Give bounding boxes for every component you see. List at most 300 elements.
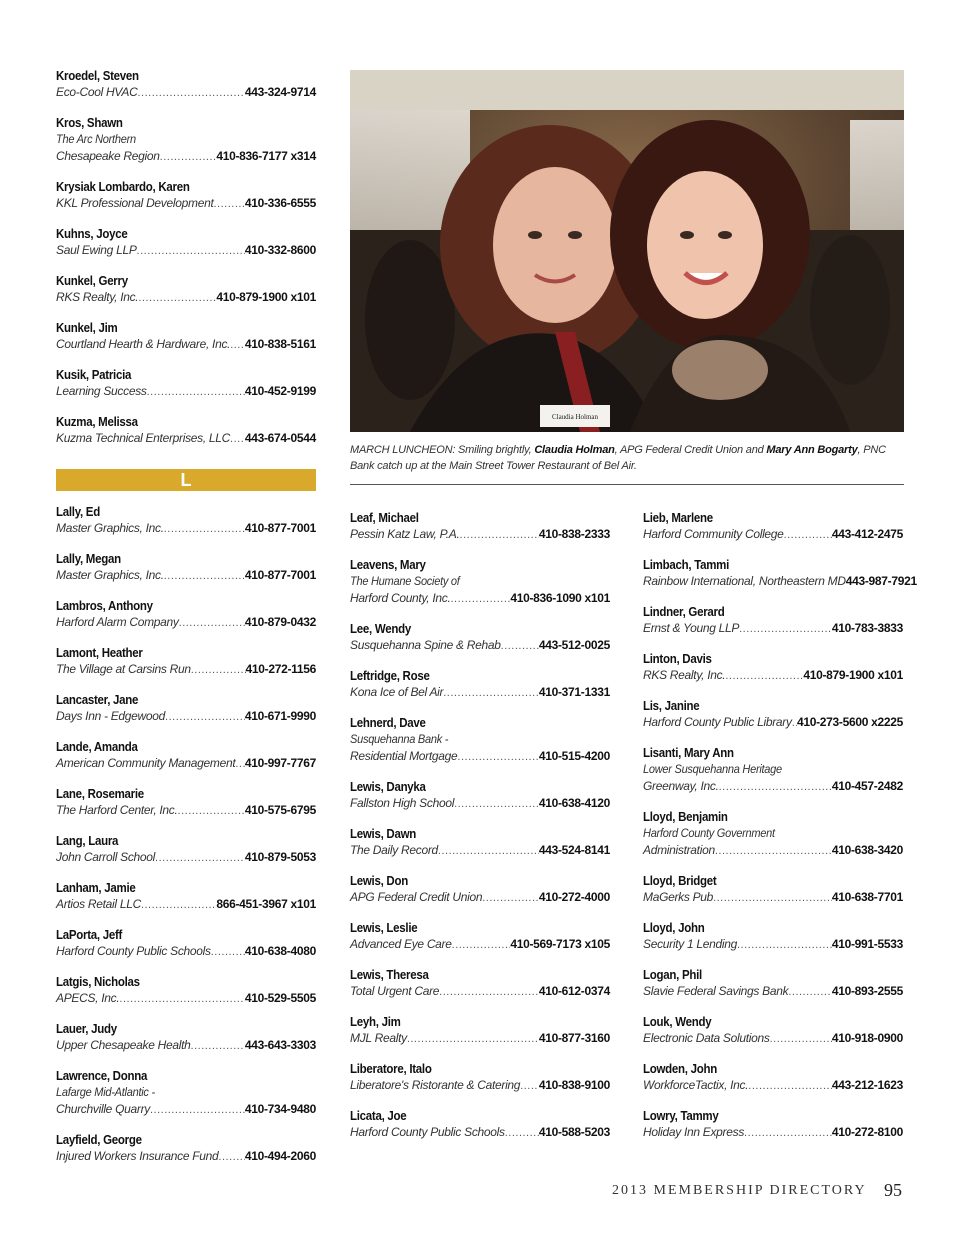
entry-org-line [350,936,610,954]
entry-organization: Eco-Cool HVAC [56,85,138,99]
entry-name: Lisanti, Mary Ann [643,746,734,760]
entry-organization: Holiday Inn Express [643,1125,745,1139]
directory-entry [350,1108,610,1142]
entry-org-line [643,1030,903,1048]
entry-org-line [643,1077,903,1095]
directory-entry [643,967,903,1001]
entry-org-line [56,84,316,102]
directory-entry [56,273,316,307]
entry-name: Louk, Wendy [643,1015,712,1029]
directory-entry [643,920,903,954]
entry-phone: 410-879-1900 x101 [216,290,316,304]
entry-name: Lally, Ed [56,505,100,519]
directory-entry [56,1132,316,1166]
dot-leader [719,779,832,796]
entry-org-line-1: Lafarge Mid-Atlantic - [56,1085,155,1099]
directory-entry [56,1068,316,1119]
directory-entry [56,880,316,914]
entry-name: Lewis, Theresa [350,968,429,982]
entry-name: Licata, Joe [350,1109,407,1123]
entry-name: Lewis, Dawn [350,827,416,841]
entry-name: Kros, Shawn [56,116,123,130]
dot-leader [164,568,245,585]
entry-organization: Chesapeake Region [56,149,160,163]
entry-org-line [56,336,316,354]
entry-organization: Harford Community College [643,527,784,541]
entry-organization: RKS Realty, Inc. [56,290,139,304]
entry-phone: 410-918-0900 [831,1031,903,1045]
entry-phone: 410-879-0432 [244,615,316,629]
entry-name: Liberatore, Italo [350,1062,432,1076]
entry-name: Lamont, Heather [56,646,143,660]
entry-organization: Harford County Public Schools [350,1125,505,1139]
dot-leader [230,337,245,354]
entry-phone: 410-838-2333 [538,527,610,541]
dot-leader [438,843,539,860]
directory-entry [350,967,610,1001]
dot-leader [150,1102,245,1119]
directory-entry [643,510,903,544]
entry-name: Krysiak Lombardo, Karen [56,180,190,194]
entry-phone: 410-671-9990 [244,709,316,723]
entries-middle [350,510,610,1142]
dot-leader [744,1125,832,1142]
entry-name: Lloyd, Bridget [643,874,717,888]
entry-org-line-1: The Humane Society of [350,574,460,588]
left-column-l [56,504,316,1179]
directory-entry [643,651,903,685]
directory-entry [350,779,610,813]
entry-name: Lawrence, Donna [56,1069,148,1083]
dot-leader [439,984,539,1001]
directory-entry [643,1061,903,1095]
entry-phone: 410-838-5161 [244,337,316,351]
entry-org-line [56,802,316,820]
entry-org-line [56,430,316,448]
entry-organization: Electronic Data Solutions [643,1031,770,1045]
entry-phone: 410-588-5203 [538,1125,610,1139]
entry-organization: Harford County Public Schools [56,944,211,958]
section-letter-bar [56,469,316,491]
dot-leader [457,749,538,766]
dot-leader [460,527,539,544]
dot-leader [160,149,217,166]
entry-organization: Master Graphics, Inc. [56,568,164,582]
dot-leader [737,937,832,954]
entry-name: Lloyd, Benjamin [643,810,728,824]
entry-organization: Fallston High School [350,796,455,810]
right-column [643,510,917,1155]
entry-org-line [643,842,903,860]
photo-name-tag: Claudia Holman [551,413,599,421]
entry-org-line [56,242,316,260]
directory-entry [350,826,610,860]
dot-leader [164,521,245,538]
entry-org-line [56,148,316,166]
entry-phone: 410-452-9199 [244,384,316,398]
entry-phone: 410-879-5053 [244,850,316,864]
entry-name: Lambros, Anthony [56,599,153,613]
directory-entry [350,920,610,954]
entry-phone: 410-332-8600 [244,243,316,257]
dot-leader [155,850,245,867]
directory-entry [56,414,316,448]
entry-organization: WorkforceTactix, Inc. [643,1078,749,1092]
entry-organization: Rainbow International, Northeastern MD [643,574,846,588]
entry-name: Lehnerd, Dave [350,716,426,730]
entry-phone: 443-324-9714 [244,85,316,99]
entry-org-line [350,748,610,766]
entry-org-line [56,1101,316,1119]
caption-person-2: Mary Ann Bogarty [766,444,858,456]
directory-entry [56,551,316,585]
entry-name: Lindner, Gerard [643,605,725,619]
entry-phone: 410-515-4200 [538,749,610,763]
entry-organization: Days Inn - Edgewood [56,709,166,723]
directory-entry [56,833,316,867]
dot-leader [505,1125,539,1142]
entry-org-line [350,684,610,702]
directory-entry [56,786,316,820]
entry-phone: 410-991-5533 [831,937,903,951]
entry-name: Limbach, Tammi [643,558,730,572]
entry-org-line [350,526,610,544]
entry-organization: APG Federal Credit Union [350,890,483,904]
entry-phone: 443-524-8141 [538,843,610,857]
entry-organization: Slavie Federal Savings Bank [643,984,789,998]
directory-entry [643,604,903,638]
directory-entry [350,873,610,907]
dot-leader [770,1031,832,1048]
entry-organization: Churchville Quarry [56,1102,150,1116]
entry-phone: 410-272-8100 [831,1125,903,1139]
entry-org-line [56,708,316,726]
directory-entry [350,557,610,608]
directory-entry [56,320,316,354]
entry-organization: The Village at Carsins Run [56,662,191,676]
entry-name: Lee, Wendy [350,622,411,636]
dot-leader [482,890,539,907]
entry-phone: 443-674-0544 [244,431,316,445]
dot-leader [147,384,245,401]
directory-entry [643,809,903,860]
entry-phone: 410-273-5600 x2225 [796,715,903,729]
dot-leader [788,984,832,1001]
entry-phone: 410-336-6555 [244,196,316,210]
entry-organization: Injured Workers Insurance Fund [56,1149,219,1163]
entry-name: Kunkel, Gerry [56,274,128,288]
entry-phone: 410-783-3833 [831,621,903,635]
entry-name: Lewis, Leslie [350,921,418,935]
left-column [56,68,316,461]
entry-organization: Pessin Katz Law, P.A. [350,527,460,541]
entries-l-left [56,504,316,1166]
entry-org-line [643,889,903,907]
dot-leader [715,843,832,860]
entry-organization: Harford County, Inc. [350,591,451,605]
entry-organization: Kona Ice of Bel Air [350,685,444,699]
entry-phone: 443-412-2475 [831,527,903,541]
caption-mid: , APG Federal Credit Union and [614,444,767,456]
entry-phone: 443-643-3303 [244,1038,316,1052]
directory-entry [56,974,316,1008]
entry-name: Layfield, George [56,1133,142,1147]
entry-name: Lieb, Marlene [643,511,713,525]
entry-name: Linton, Davis [643,652,712,666]
entry-org-line [350,1077,610,1095]
directory-entry [350,668,610,702]
entry-org-line [350,1030,610,1048]
entry-name: Kuzma, Melissa [56,415,138,429]
entry-name: Lally, Megan [56,552,121,566]
entry-name: Lloyd, John [643,921,705,935]
entry-organization: Greenway, Inc. [643,779,719,793]
entry-organization: Administration [643,843,715,857]
directory-entry [56,927,316,961]
photo-caption [350,442,906,474]
entry-org-line-1: Lower Susquehanna Heritage [643,762,782,776]
entry-name: Logan, Phil [643,968,702,982]
entry-org-line [643,778,903,796]
entry-org-line [643,983,903,1001]
entry-org-line [56,661,316,679]
caption-divider [350,484,904,485]
directory-entry [350,715,610,766]
entry-name: Kunkel, Jim [56,321,118,335]
dot-leader [138,290,216,307]
event-photo [350,70,904,432]
entry-org-line [56,990,316,1008]
dot-leader [520,1078,539,1095]
footer-title: 2013 MEMBERSHIP DIRECTORY [612,1183,867,1198]
entry-phone: 410-734-9480 [244,1102,316,1116]
dot-leader [784,527,832,544]
directory-entry [350,1014,610,1048]
entry-org-line [350,637,610,655]
dot-leader [451,591,511,608]
dot-leader [213,196,244,213]
dot-leader [178,803,245,820]
entry-phone: 410-494-2060 [244,1149,316,1163]
entry-org-line [643,573,917,591]
entry-org-line [643,526,903,544]
entry-phone: 410-879-1900 x101 [803,668,903,682]
dot-leader [191,1038,245,1055]
entry-phone: 410-877-7001 [244,521,316,535]
entry-org-line [643,620,903,638]
entry-organization: Courtland Hearth & Hardware, Inc. [56,337,231,351]
entry-name: Lis, Janine [643,699,700,713]
entry-organization: Ernst & Young LLP [643,621,740,635]
entry-organization: Learning Success [56,384,147,398]
directory-entry [350,510,610,544]
dot-leader [739,621,832,638]
dot-leader [179,615,245,632]
entry-organization: Harford Alarm Company [56,615,179,629]
directory-entry [643,873,903,907]
directory-entry [643,557,917,591]
entry-phone: 410-575-6795 [244,803,316,817]
dot-leader [235,756,244,773]
entry-name: Lewis, Don [350,874,408,888]
entry-name: Lewis, Danyka [350,780,426,794]
entry-organization: The Daily Record [350,843,438,857]
caption-tail: , PNC Bank catch up at the Main Street Tower Restaurant of Bel Air. [350,444,886,472]
directory-entry [56,68,316,102]
entry-phone: 410-371-1331 [538,685,610,699]
page-number: 95 [884,1180,902,1200]
entry-organization: MaGerks Pub [643,890,714,904]
entry-phone: 410-997-7767 [244,756,316,770]
directory-entry [56,692,316,726]
entry-name: LaPorta, Jeff [56,928,123,942]
directory-entry [643,1108,903,1142]
entry-phone: 443-987-7921 [845,574,917,588]
directory-entry [56,179,316,213]
dot-leader [748,1078,832,1095]
entry-org-line [56,614,316,632]
entry-name: Lang, Laura [56,834,119,848]
entry-name: Latgis, Nicholas [56,975,140,989]
entry-org-line [350,1124,610,1142]
entry-phone: 410-612-0374 [538,984,610,998]
entry-organization: Liberatore's Ristorante & Catering [350,1078,521,1092]
entry-name: Leaf, Michael [350,511,419,525]
directory-entry [56,115,316,166]
entry-name: Lane, Rosemarie [56,787,144,801]
entry-name: Lande, Amanda [56,740,138,754]
entry-name: Kusik, Patricia [56,368,132,382]
directory-entry [56,739,316,773]
entry-org-line [350,889,610,907]
entry-org-line [643,714,903,732]
entry-org-line-1: Harford County Government [643,826,775,840]
entry-phone: 410-638-4120 [538,796,610,810]
directory-entry [56,1021,316,1055]
entries-k [56,68,316,448]
entry-organization: Kuzma Technical Enterprises, LLC [56,431,231,445]
entry-name: Lowden, John [643,1062,717,1076]
entry-org-line [643,936,903,954]
entry-organization: Security 1 Lending [643,937,737,951]
dot-leader [454,796,539,813]
dot-leader [218,1149,244,1166]
entry-organization: John Carroll School [56,850,156,864]
entry-org-line [643,1124,903,1142]
dot-leader [137,243,245,260]
entry-name: Lancaster, Jane [56,693,139,707]
entry-organization: Advanced Eye Care [350,937,452,951]
caption-person-1: Claudia Holman [534,444,615,456]
directory-entry [56,504,316,538]
entry-organization: The Harford Center, Inc. [56,803,178,817]
entry-org-line-1: The Arc Northern [56,132,136,146]
entry-org-line [56,289,316,307]
entries-right [643,510,917,1142]
entry-organization: Saul Ewing LLP [56,243,137,257]
entry-phone: 410-836-1090 x101 [510,591,610,605]
entry-organization: Residential Mortgage [350,749,458,763]
entry-phone: 410-836-7177 x314 [216,149,316,163]
entry-org-line [56,520,316,538]
entry-phone: 443-512-0025 [538,638,610,652]
entry-org-line [56,383,316,401]
directory-entry [350,1061,610,1095]
entry-organization: American Community Management [56,756,236,770]
directory-entry [56,367,316,401]
dot-leader [407,1031,539,1048]
entry-org-line [56,896,316,914]
entry-org-line [56,567,316,585]
dot-leader [141,897,216,914]
dot-leader [165,709,245,726]
entry-org-line [56,755,316,773]
entry-name: Lanham, Jamie [56,881,136,895]
entry-phone: 410-569-7173 x105 [510,937,610,951]
dot-leader [501,638,539,655]
entry-organization: Total Urgent Care [350,984,440,998]
entry-organization: Susquehanna Spine & Rehab [350,638,501,652]
directory-entry [56,645,316,679]
entry-phone: 410-638-3420 [831,843,903,857]
entry-phone: 866-451-3967 x101 [216,897,316,911]
entry-org-line [643,667,903,685]
entry-org-line [56,195,316,213]
entry-phone: 410-877-7001 [244,568,316,582]
directory-entry [56,226,316,260]
dot-leader [191,662,246,679]
entry-organization: Harford County Public Library [643,715,792,729]
entry-org-line [56,1148,316,1166]
entry-organization: Artios Retail LLC [56,897,141,911]
entry-organization: RKS Realty, Inc. [643,668,726,682]
dot-leader [211,944,245,961]
entry-phone: 410-638-7701 [831,890,903,904]
dot-leader [119,991,244,1008]
entry-org-line [350,590,610,608]
middle-column [350,510,610,1155]
entry-org-line [350,795,610,813]
dot-leader [713,890,832,907]
directory-entry [56,598,316,632]
dot-leader [452,937,511,954]
dot-leader [725,668,803,685]
entry-org-line [56,849,316,867]
entry-name: Leftridge, Rose [350,669,430,683]
entry-org-line [56,1037,316,1055]
entry-phone: 410-638-4080 [244,944,316,958]
entry-organization: APECS, Inc. [56,991,120,1005]
entry-organization: KKL Professional Development [56,196,214,210]
entry-org-line-1: Susquehanna Bank - [350,732,449,746]
entry-phone: 410-893-2555 [831,984,903,998]
entry-phone: 410-838-9100 [538,1078,610,1092]
entry-name: Lowry, Tammy [643,1109,719,1123]
entry-org-line [350,983,610,1001]
entry-organization: Master Graphics, Inc. [56,521,164,535]
entry-phone: 410-457-2482 [831,779,903,793]
entry-phone: 410-877-3160 [538,1031,610,1045]
directory-entry [643,1014,903,1048]
entry-phone: 410-529-5505 [244,991,316,1005]
directory-entry [643,698,903,732]
directory-entry [643,745,903,796]
dot-leader [443,685,539,702]
section-letter: L [180,469,192,490]
directory-entry [350,621,610,655]
dot-leader [137,85,244,102]
entry-organization: MJL Realty [350,1031,407,1045]
